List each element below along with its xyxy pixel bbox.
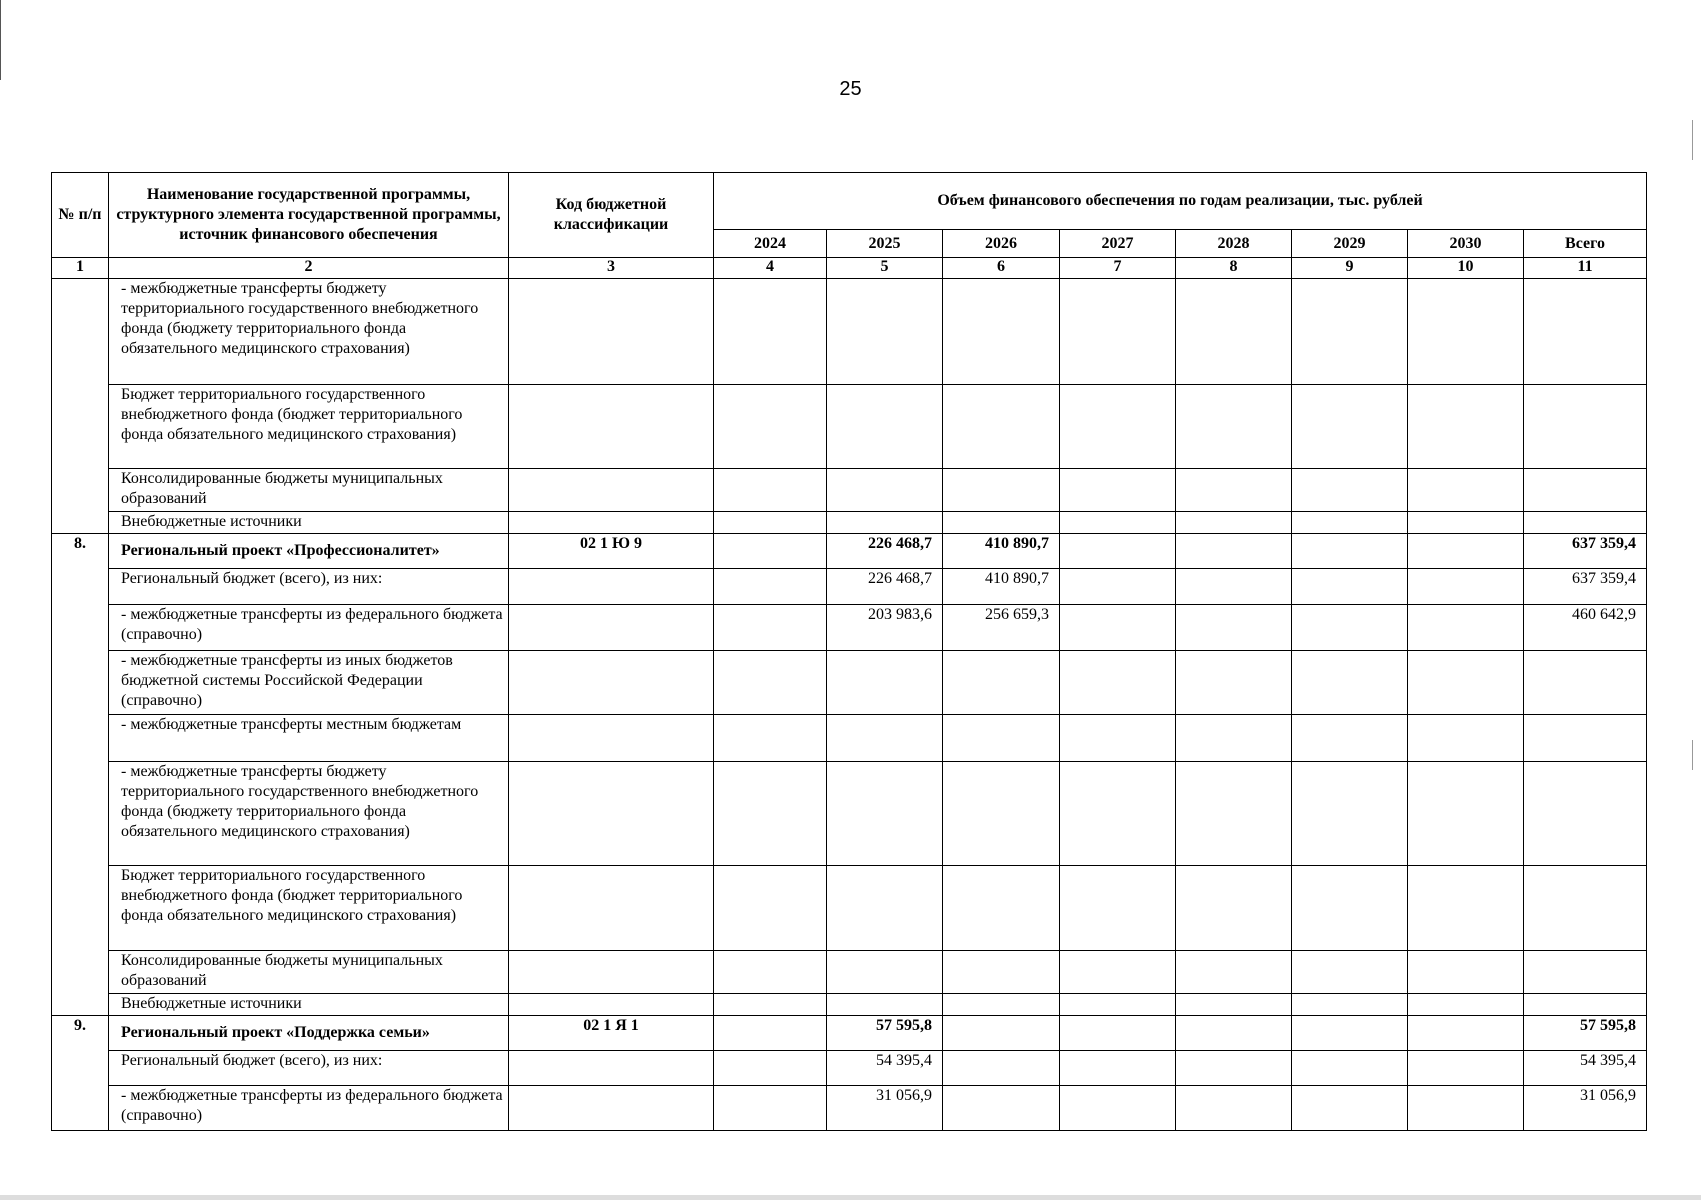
value-2025: [827, 651, 943, 715]
column-number: 7: [1060, 258, 1176, 279]
value-2027: [1060, 994, 1176, 1016]
column-number: 4: [714, 258, 827, 279]
row-name: Региональный бюджет (всего), из них:: [109, 569, 509, 605]
scan-bottom-edge: [0, 1195, 1701, 1200]
value-2025: [827, 866, 943, 951]
value-total: [1524, 994, 1647, 1016]
value-2028: [1176, 569, 1292, 605]
value-total: [1524, 951, 1647, 994]
table-row: [52, 951, 1647, 994]
value-2024: [714, 866, 827, 951]
table-body: [52, 279, 1647, 1131]
header-code: Код бюджетной классификации: [509, 173, 714, 258]
project-row: [52, 1016, 1647, 1051]
value-2028: [1176, 651, 1292, 715]
financing-table: [51, 172, 1647, 1131]
value-2024: [714, 994, 827, 1016]
value-2029: [1292, 994, 1408, 1016]
value-2029: [1292, 651, 1408, 715]
budget-code: 02 1 Ю 9: [509, 534, 714, 569]
value-total: [1524, 762, 1647, 866]
value-2026: [943, 951, 1060, 994]
value-2025: 226 468,7: [827, 569, 943, 605]
value-2024: [714, 605, 827, 651]
value-2024: [714, 385, 827, 469]
value-2026: [943, 651, 1060, 715]
project-row: [52, 534, 1647, 569]
value-2030: [1408, 385, 1524, 469]
budget-code: [509, 951, 714, 994]
value-total: [1524, 385, 1647, 469]
budget-code: [509, 385, 714, 469]
value-2029: [1292, 1086, 1408, 1131]
row-name: Региональный проект «Профессионалитет»: [109, 534, 509, 569]
column-number: 2: [109, 258, 509, 279]
row-name: - межбюджетные трансферты из федерального бюджета (справочно): [109, 1086, 509, 1131]
value-2028: [1176, 1016, 1292, 1051]
header-volume: Объем финансового обеспечения по годам реализации, тыс. рублей: [714, 173, 1647, 230]
value-2026: [943, 279, 1060, 385]
value-2025: 31 056,9: [827, 1086, 943, 1131]
value-2024: [714, 569, 827, 605]
budget-code: [509, 1086, 714, 1131]
row-number: 8.: [52, 534, 109, 1016]
value-2027: [1060, 512, 1176, 534]
value-total: 31 056,9: [1524, 1086, 1647, 1131]
value-2030: [1408, 994, 1524, 1016]
value-2025: [827, 385, 943, 469]
value-2027: [1060, 569, 1176, 605]
value-2029: [1292, 951, 1408, 994]
value-2027: [1060, 605, 1176, 651]
value-2025: [827, 951, 943, 994]
row-name: Бюджет территориального государственного внебюджетного фонда (бюджет территориального фонда обязательного медицинского страхования): [109, 866, 509, 951]
value-2030: [1408, 512, 1524, 534]
value-2028: [1176, 469, 1292, 512]
table-row: [52, 1051, 1647, 1086]
row-name: Региональный бюджет (всего), из них:: [109, 1051, 509, 1086]
value-2025: 226 468,7: [827, 534, 943, 569]
column-number: 6: [943, 258, 1060, 279]
value-total: [1524, 715, 1647, 762]
value-total: 57 595,8: [1524, 1016, 1647, 1051]
header-year: 2030: [1408, 230, 1524, 258]
value-2029: [1292, 866, 1408, 951]
row-name: - межбюджетные трансферты местным бюджетам: [109, 715, 509, 762]
value-total: 637 359,4: [1524, 569, 1647, 605]
value-2030: [1408, 715, 1524, 762]
value-2030: [1408, 866, 1524, 951]
value-2029: [1292, 534, 1408, 569]
value-2024: [714, 512, 827, 534]
value-2024: [714, 1016, 827, 1051]
value-2030: [1408, 951, 1524, 994]
value-2028: [1176, 951, 1292, 994]
budget-code: [509, 605, 714, 651]
value-total: [1524, 279, 1647, 385]
value-2025: [827, 469, 943, 512]
value-2029: [1292, 385, 1408, 469]
value-2028: [1176, 1051, 1292, 1086]
row-name: - межбюджетные трансферты бюджету территориального государственного внебюджетного фонда (бюджету территориального фонда обязательного медицинского страхования): [109, 762, 509, 866]
budget-code: [509, 762, 714, 866]
budget-code: [509, 994, 714, 1016]
value-2026: [943, 762, 1060, 866]
page-number: 25: [839, 78, 862, 100]
table-header: [52, 173, 1647, 279]
header-year: Всего: [1524, 230, 1647, 258]
table-row: [52, 279, 1647, 385]
row-name: Бюджет территориального государственного внебюджетного фонда (бюджет территориального фонда обязательного медицинского страхования): [109, 385, 509, 469]
header-year: 2029: [1292, 230, 1408, 258]
value-2026: [943, 1086, 1060, 1131]
column-number: 8: [1176, 258, 1292, 279]
budget-code: [509, 279, 714, 385]
value-2030: [1408, 605, 1524, 651]
value-2030: [1408, 469, 1524, 512]
value-total: 460 642,9: [1524, 605, 1647, 651]
value-2029: [1292, 469, 1408, 512]
value-2026: [943, 385, 1060, 469]
value-total: [1524, 651, 1647, 715]
value-2029: [1292, 569, 1408, 605]
value-2029: [1292, 1051, 1408, 1086]
budget-code: [509, 715, 714, 762]
value-2030: [1408, 569, 1524, 605]
value-2024: [714, 1086, 827, 1131]
value-2029: [1292, 715, 1408, 762]
table-row: [52, 715, 1647, 762]
value-total: [1524, 512, 1647, 534]
value-total: 637 359,4: [1524, 534, 1647, 569]
value-2029: [1292, 762, 1408, 866]
header-year: 2025: [827, 230, 943, 258]
column-number: 9: [1292, 258, 1408, 279]
value-2027: [1060, 534, 1176, 569]
value-2027: [1060, 385, 1176, 469]
table-row: [52, 512, 1647, 534]
value-2024: [714, 762, 827, 866]
value-2025: [827, 762, 943, 866]
value-2028: [1176, 512, 1292, 534]
budget-code: [509, 512, 714, 534]
value-2027: [1060, 866, 1176, 951]
row-name: Внебюджетные источники: [109, 512, 509, 534]
budget-code: [509, 866, 714, 951]
value-2026: [943, 866, 1060, 951]
header-name: Наименование государственной программы, структурного элемента государственной программы, источник финансового обеспечения: [109, 173, 509, 258]
header-year: 2028: [1176, 230, 1292, 258]
value-2030: [1408, 651, 1524, 715]
value-2027: [1060, 1086, 1176, 1131]
column-number: 1: [52, 258, 109, 279]
value-2024: [714, 951, 827, 994]
value-2029: [1292, 1016, 1408, 1051]
value-2026: [943, 715, 1060, 762]
table-row: [52, 651, 1647, 715]
row-name: - межбюджетные трансферты бюджету территориального государственного внебюджетного фонда (бюджету территориального фонда обязательного медицинского страхования): [109, 279, 509, 385]
value-2025: 203 983,6: [827, 605, 943, 651]
value-2030: [1408, 1086, 1524, 1131]
budget-code: 02 1 Я 1: [509, 1016, 714, 1051]
value-2026: [943, 994, 1060, 1016]
value-2029: [1292, 605, 1408, 651]
table-row: [52, 605, 1647, 651]
value-2024: [714, 279, 827, 385]
value-2025: [827, 279, 943, 385]
row-number: 9.: [52, 1016, 109, 1131]
value-2025: [827, 512, 943, 534]
value-2025: 54 395,4: [827, 1051, 943, 1086]
row-name: Внебюджетные источники: [109, 994, 509, 1016]
value-total: [1524, 469, 1647, 512]
value-2028: [1176, 866, 1292, 951]
column-number: 3: [509, 258, 714, 279]
scan-mark: [1692, 120, 1693, 160]
value-total: 54 395,4: [1524, 1051, 1647, 1086]
header-no: № п/п: [52, 173, 109, 258]
value-2030: [1408, 534, 1524, 569]
scan-left-edge: [0, 0, 1, 80]
value-2028: [1176, 994, 1292, 1016]
row-name: Консолидированные бюджеты муниципальных образований: [109, 469, 509, 512]
value-2027: [1060, 279, 1176, 385]
value-2028: [1176, 1086, 1292, 1131]
row-number: [52, 279, 109, 534]
value-total: [1524, 866, 1647, 951]
row-name: - межбюджетные трансферты из иных бюджетов бюджетной системы Российской Федерации (справочно): [109, 651, 509, 715]
value-2030: [1408, 1016, 1524, 1051]
header-year: 2024: [714, 230, 827, 258]
row-name: - межбюджетные трансферты из федерального бюджета (справочно): [109, 605, 509, 651]
value-2028: [1176, 605, 1292, 651]
column-numbers-row: [52, 258, 1647, 279]
table-row: [52, 385, 1647, 469]
value-2026: [943, 1051, 1060, 1086]
value-2025: [827, 715, 943, 762]
value-2026: 410 890,7: [943, 534, 1060, 569]
value-2029: [1292, 512, 1408, 534]
value-2026: [943, 1016, 1060, 1051]
value-2028: [1176, 279, 1292, 385]
budget-code: [509, 569, 714, 605]
table-row: [52, 762, 1647, 866]
value-2028: [1176, 762, 1292, 866]
row-name: Консолидированные бюджеты муниципальных образований: [109, 951, 509, 994]
value-2027: [1060, 951, 1176, 994]
header-year: 2026: [943, 230, 1060, 258]
value-2024: [714, 469, 827, 512]
value-2024: [714, 534, 827, 569]
value-2030: [1408, 279, 1524, 385]
value-2027: [1060, 651, 1176, 715]
value-2027: [1060, 762, 1176, 866]
table-row: [52, 994, 1647, 1016]
value-2028: [1176, 385, 1292, 469]
table-row: [52, 866, 1647, 951]
value-2027: [1060, 715, 1176, 762]
value-2026: 256 659,3: [943, 605, 1060, 651]
value-2026: [943, 512, 1060, 534]
value-2027: [1060, 1016, 1176, 1051]
table-row: [52, 1086, 1647, 1131]
value-2027: [1060, 469, 1176, 512]
scan-mark: [1692, 740, 1693, 770]
budget-code: [509, 469, 714, 512]
budget-code: [509, 651, 714, 715]
column-number: 5: [827, 258, 943, 279]
column-number: 10: [1408, 258, 1524, 279]
column-number: 11: [1524, 258, 1647, 279]
value-2025: 57 595,8: [827, 1016, 943, 1051]
budget-code: [509, 1051, 714, 1086]
header-year: 2027: [1060, 230, 1176, 258]
value-2030: [1408, 1051, 1524, 1086]
value-2029: [1292, 279, 1408, 385]
value-2024: [714, 715, 827, 762]
value-2027: [1060, 1051, 1176, 1086]
value-2024: [714, 651, 827, 715]
table-row: [52, 569, 1647, 605]
table-row: [52, 469, 1647, 512]
value-2024: [714, 1051, 827, 1086]
value-2028: [1176, 534, 1292, 569]
row-name: Региональный проект «Поддержка семьи»: [109, 1016, 509, 1051]
value-2026: 410 890,7: [943, 569, 1060, 605]
value-2028: [1176, 715, 1292, 762]
value-2030: [1408, 762, 1524, 866]
value-2026: [943, 469, 1060, 512]
value-2025: [827, 994, 943, 1016]
